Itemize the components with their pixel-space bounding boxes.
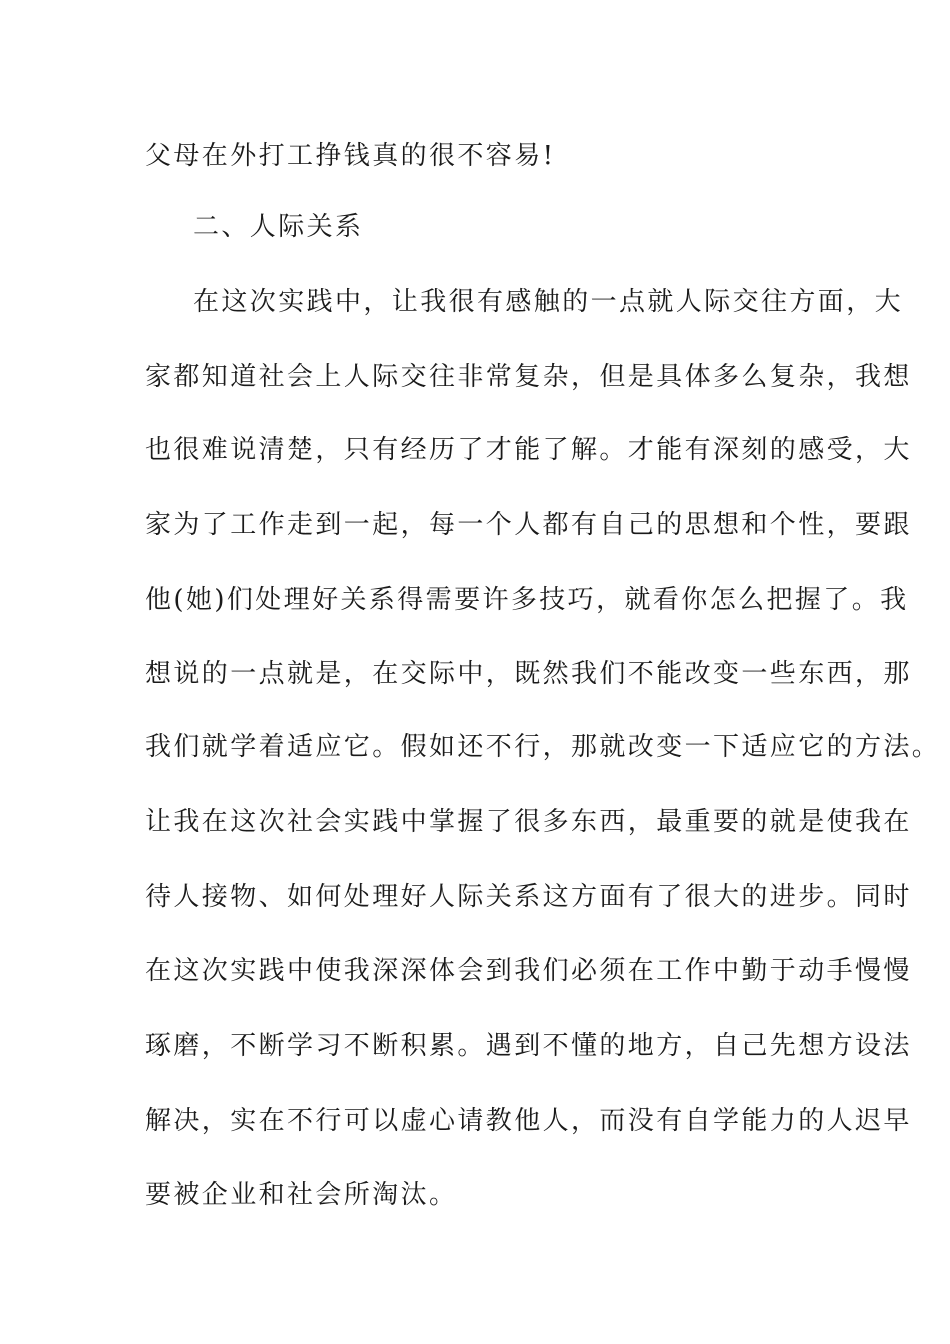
section-heading: 二、人际关系 bbox=[193, 212, 364, 242]
paragraph-line: 我们就学着适应它。假如还不行，那就改变一下适应它的方法。 bbox=[145, 732, 941, 762]
paragraph-line: 让我在这次社会实践中掌握了很多东西，最重要的就是使我在 bbox=[145, 807, 912, 837]
paragraph-line: 琢磨，不断学习不断积累。遇到不懂的地方，自己先想方设法 bbox=[145, 1031, 912, 1061]
paragraph-line: 在这次实践中，让我很有感触的一点就人际交往方面，大 bbox=[193, 287, 904, 317]
paragraph-line: 待人接物、如何处理好人际关系这方面有了很大的进步。同时 bbox=[145, 882, 912, 912]
paragraph-line: 他(她)们处理好关系得需要许多技巧，就看你怎么把握了。我 bbox=[145, 585, 909, 615]
paragraph-line: 想说的一点就是，在交际中，既然我们不能改变一些东西，那 bbox=[145, 659, 912, 689]
paragraph-line: 父母在外打工挣钱真的很不容易! bbox=[145, 141, 556, 171]
paragraph-line: 也很难说清楚，只有经历了才能了解。才能有深刻的感受，大 bbox=[145, 435, 912, 465]
paragraph-line: 要被企业和社会所淘汰。 bbox=[145, 1180, 458, 1210]
paragraph-line: 家都知道社会上人际交往非常复杂，但是具体多么复杂，我想 bbox=[145, 362, 912, 392]
paragraph-line: 家为了工作走到一起，每一个人都有自己的思想和个性，要跟 bbox=[145, 510, 912, 540]
paragraph-line: 解决，实在不行可以虚心请教他人，而没有自学能力的人迟早 bbox=[145, 1106, 912, 1136]
paragraph-line: 在这次实践中使我深深体会到我们必须在工作中勤于动手慢慢 bbox=[145, 956, 912, 986]
